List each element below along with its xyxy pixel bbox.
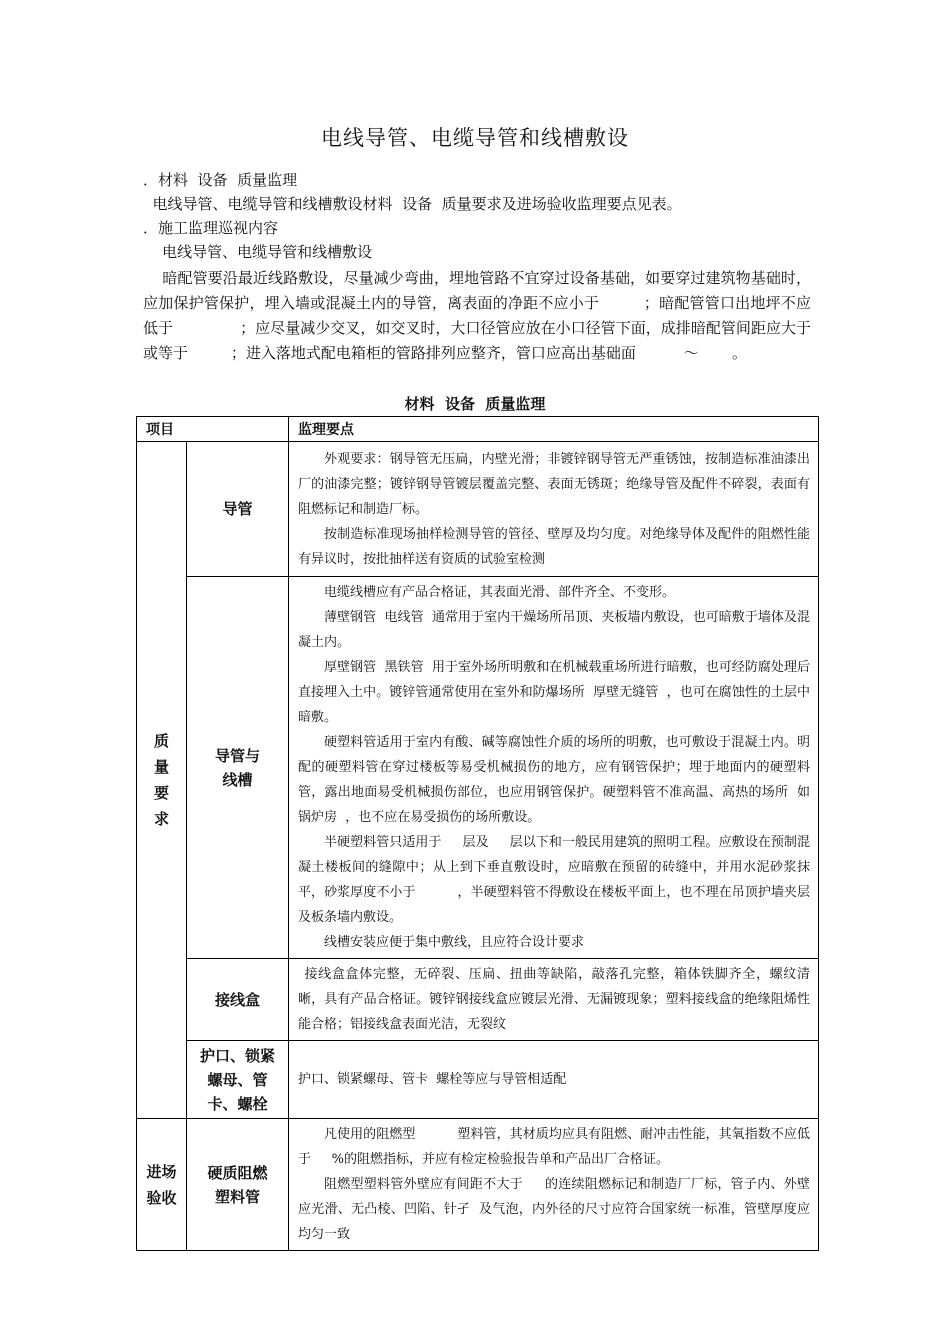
key-point-text: 厚壁钢管 黑铁管 用于室外场所明敷和在机械载重场所进行暗敷，也可经防腐处理后直接埋入土中。镀锌管通常使用在室外和防爆场所 厚壁无缝管 ，也可在腐蚀性的土层中暗敷。 — [298, 660, 810, 725]
table-row — [137, 442, 819, 577]
intro-heading-materials: ．材料 设备 质量监理 — [143, 171, 298, 189]
header-item: 项目 — [137, 417, 289, 442]
table-row — [137, 1041, 819, 1119]
key-point-text: 凡使用的阻燃型 塑料管，其材质均应具有阻燃、耐冲击性能，其氧指数不应低于 %的阻燃指标，并应有检定检验报告单和产品出厂合格证。 — [298, 1127, 810, 1167]
item-label-fittings: 护口、锁紧 螺母、管 卡、螺栓 — [199, 1046, 275, 1113]
table-row — [137, 1119, 819, 1251]
item-cell — [187, 577, 289, 959]
table-header-row — [137, 417, 819, 442]
key-points-cell — [289, 577, 819, 959]
key-point-text: 半硬塑料管只适用于 层及 层以下和一般民用建筑的照明工程。应敷设在预制混凝土楼板间的缝隙中；从上到下垂直敷设时，应暗敷在预留的砖缝中，并用水泥砂浆抹平，砂浆厚度不小于 ，半硬塑料管不得敷设在楼板平面上，也不理在吊顶护墙夹层及板条墙内敷设。 — [298, 835, 810, 925]
item-label-conduit: 导管 — [222, 500, 253, 518]
key-point-text: 按制造标准现场抽样检测导管的管径、壁厚及均匀度。对绝缘导体及配件的阻燃性能有异议时，按批抽样送有资质的试验室检测 — [298, 526, 810, 567]
key-point-text: 接线盒盒体完整，无碎裂、压扁、扭曲等缺陷，敲落孔完整，箱体铁脚齐全，螺纹清晰，具有产品合格证。镀锌钢接线盒应镀层光滑、无漏镀现象；塑料接线盒的绝缘阻烯性能合格；铝接线盒表面光洁，无裂纹 — [298, 967, 810, 1032]
quality-supervision-table — [136, 416, 819, 1251]
item-cell — [187, 959, 289, 1041]
key-points-cell — [289, 1119, 819, 1251]
key-point-text: 外观要求：钢导管无压扁，内壁光滑；非镀锌钢导管无严重锈蚀，按制造标准油漆出厂的油漆完整；镀锌钢导管镀层覆盖完整、表面无锈斑；绝缘导管及配件不碎裂，表面有阻燃标记和制造厂标。 — [298, 451, 810, 517]
section-quality-requirements — [137, 442, 187, 1119]
item-label-junction-box: 接线盒 — [214, 990, 260, 1009]
table-row — [137, 577, 819, 959]
key-point-text: 薄壁钢管 电线管 通常用于室内干燥场所吊顶、夹板墙内敷设，也可暗敷于墙体及混凝土内。 — [298, 610, 810, 650]
header-key-points: 监理要点 — [289, 417, 819, 442]
document-title: 电线导管、电缆导管和线槽敷设 — [321, 126, 629, 150]
item-cell — [187, 442, 289, 577]
section-label: 质 量 要 求 — [153, 732, 169, 828]
section-label: 进场 验收 — [146, 1162, 177, 1207]
item-label-rigid-pipe: 硬质阻燃 塑料管 — [207, 1163, 268, 1206]
table-caption: 材料 设备 质量监理 — [404, 395, 546, 413]
item-cell — [187, 1041, 289, 1119]
key-point-text: 电缆线槽应有产品合格证，其表面光滑、部件齐全、不变形。 — [324, 585, 676, 600]
key-point-text: 硬塑料管适用于室内有酸、碱等腐蚀性介质的场所的明敷，也可敷设于混凝土内。明配的硬塑料管在穿过楼板等易受机械损伤的地方，应有钢管保护；埋于地面内的硬塑料管，露出地面易受机械损伤部位，也应用钢管保护。硬塑料管不准高温、高热的场所 如锅炉房 ，也不应在易受损伤的场所敷设。 — [298, 735, 810, 825]
key-points-cell — [289, 442, 819, 577]
key-point-text: 线槽安装应便于集中敷线，且应符合设计要求 — [324, 935, 585, 950]
intro-subheading-conduit: 电线导管、电缆导管和线槽敷设 — [143, 243, 373, 261]
key-points-cell — [289, 1041, 819, 1119]
section-incoming-acceptance — [137, 1119, 187, 1251]
item-label-conduit-trunking: 导管与 线槽 — [214, 746, 260, 789]
intro-heading-inspection: ．施工监理巡视内容 — [143, 219, 279, 237]
table-row — [137, 959, 819, 1041]
intro-section — [143, 168, 811, 366]
intro-materials-text: 电线导管、电缆导管和线槽敷设材料 设备 质量要求及进场验收监理要点见表。 — [143, 195, 682, 213]
key-point-text: 护口、锁紧螺母、管卡 螺栓等应与导管相适配 — [298, 1072, 567, 1087]
key-points-cell — [289, 959, 819, 1041]
item-cell — [187, 1119, 289, 1251]
intro-paragraph: 暗配管要沿最近线路敷设，尽量减少弯曲，埋地管路不宜穿过设备基础，如要穿过建筑物基础时，应加保护管保护，埋入墙或混凝土内的导管，离表面的净距不应小于 ；暗配管管口出地坪不应低于 ；应尽量减少交叉，如交叉时，大口径管应放在小口径管下面，成排暗配管间距应大于或等于 ；进入落地式配电箱柜的管路排列应整齐，管口应高出基础面 ～ 。 — [143, 269, 811, 362]
key-point-text: 阻燃型塑料管外壁应有间距不大于 的连续阻燃标记和制造厂厂标，管子内、外壁应光滑、无凸棱、凹陷、针孑 及气泡，内外径的尺寸应符合国家统一标准，管壁厚度应均匀一致 — [298, 1177, 810, 1242]
